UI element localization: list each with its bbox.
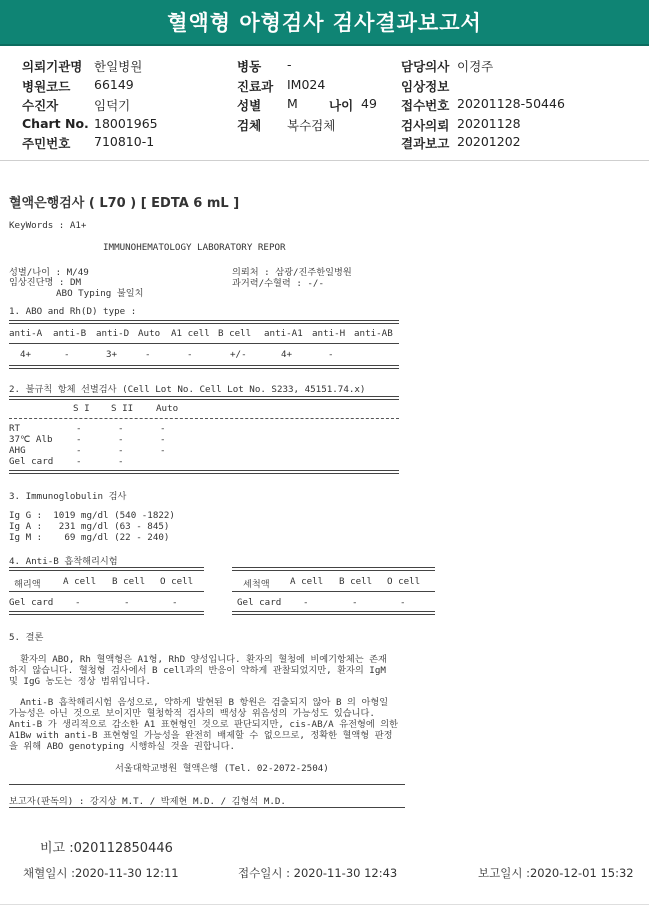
info-key: 담당의사 [401, 59, 450, 74]
s1-h-anti-ab: anti-AB [354, 328, 393, 339]
report-time: 보고일시 :2020-12-01 15:32 [478, 866, 634, 880]
keywords: KeyWords : A1+ [9, 220, 87, 231]
sex-age: 성별/나이 : M/49 [9, 267, 89, 278]
divider [9, 611, 204, 615]
s5-line: 을 위해 ABO genotyping 시행하실 것을 권합니다. [9, 741, 236, 752]
report-header [0, 0, 649, 46]
divider [9, 343, 399, 344]
lab-contact: 서울대학교병원 혈액은행 (Tel. 02-2072-2504) [115, 763, 329, 774]
s4-right-cell: - [303, 597, 309, 608]
info-hospital [22, 57, 143, 75]
s3-title: 3. Immunoglobulin 검사 [9, 491, 127, 502]
info-key: 의뢰기관명 [22, 59, 83, 74]
s2-h-s1: S I [73, 403, 90, 414]
info-value: IM024 [287, 77, 326, 92]
s5-line: 및 IgG 농도는 정상 범위입니다. [9, 676, 151, 687]
s5-line: Anti-B 가 생리적으로 감소한 A1 표현형인 것으로 판단되지만, cis-AB/A 유전형에 의한 [9, 719, 398, 730]
info-sex [237, 96, 377, 114]
divider [232, 567, 435, 571]
s4-left-cell: - [172, 597, 178, 608]
s1-h-anti-d: anti-D [96, 328, 130, 339]
s2-row-label: Gel card [9, 456, 54, 467]
s3-line: Ig G : 1019 mg/dl (540 -1822) [9, 510, 175, 521]
s4-left-header: 해리액 [14, 579, 41, 590]
info-key: 성별 [237, 98, 262, 113]
s1-title: 1. ABO and Rh(D) type : [9, 306, 137, 317]
s2-h-s2: S II [111, 403, 134, 414]
info-value: 임덕기 [94, 98, 131, 113]
info-key: 수진자 [22, 98, 59, 113]
s5-line: 하지 않습니다. 혈청형 검사에서 B cell과의 반응이 약하게 관찰되었지만, 환자의 IgM [9, 665, 386, 676]
s2-h-auto: Auto [156, 403, 179, 414]
s4-left-cell: - [75, 597, 81, 608]
diagnosis: 임상진단명 : DM [9, 277, 82, 288]
s4-right-header: O cell [387, 576, 421, 587]
s2-cell: - [118, 434, 124, 445]
info-value: 710810-1 [94, 134, 155, 149]
collect-time: 채혈일시 :2020-11-30 12:11 [23, 866, 179, 880]
divider [9, 365, 399, 369]
info-key: 접수번호 [401, 98, 450, 113]
section-title: 혈액은행검사 ( L70 ) [ EDTA 6 mL ] [9, 196, 240, 211]
info-report [401, 134, 521, 152]
s4-right-cell: Gel card [237, 597, 282, 608]
history: 과거력/수혈력 : -/- [232, 278, 324, 289]
s4-left-cell: - [124, 597, 130, 608]
info-chart [22, 116, 158, 131]
info-patient [22, 96, 131, 114]
s4-right-header: A cell [290, 576, 324, 587]
info-key: 임상정보 [401, 79, 450, 94]
s1-v-a1cell: - [187, 349, 193, 360]
divider [9, 784, 405, 785]
divider [232, 611, 435, 615]
info-value: 66149 [94, 77, 134, 92]
s4-left-cell: Gel card [9, 597, 54, 608]
info-key: 주민번호 [22, 136, 71, 151]
info-key: 진료과 [237, 79, 274, 94]
s2-row-label: RT [9, 423, 21, 434]
s4-left-header: B cell [112, 576, 146, 587]
s4-right-cell: - [400, 597, 406, 608]
info-value: 18001965 [94, 116, 158, 131]
lab-title: IMMUNOHEMATOLOGY LABORATORY REPOR [103, 242, 286, 253]
info-key: 검체 [237, 118, 262, 133]
bottom-divider [0, 904, 649, 905]
s1-h-a1cell: A1 cell [171, 328, 210, 339]
s2-cell: - [160, 445, 166, 456]
s2-row-label: AHG [9, 445, 26, 456]
s1-h-anti-b: anti-B [53, 328, 87, 339]
info-value: 한일병원 [94, 59, 143, 74]
info-code [22, 77, 134, 95]
s5-line: Anti-B 흡착해리시험 음성으로, 약하게 발현된 B 항원은 검출되지 않아 B 의 아형일 [9, 697, 389, 708]
s2-cell: - [118, 423, 124, 434]
s4-left-header: O cell [160, 576, 194, 587]
info-key: 결과보고 [401, 136, 450, 151]
s1-v-auto: - [145, 349, 151, 360]
info-key: 검사의뢰 [401, 118, 450, 133]
s2-cell: - [76, 423, 82, 434]
s1-h-bcell: B cell [218, 328, 252, 339]
s1-v-anti-a1: 4+ [281, 349, 293, 360]
info-value: 복수검체 [287, 118, 336, 133]
s4-right-header: 세척액 [243, 579, 270, 590]
s2-title: 2. 불규칙 항체 선별검사 (Cell Lot No. Cell Lot No. S233, 45151.74.x) [9, 384, 366, 395]
info-value: 20201128 [457, 116, 521, 131]
s2-row-label: 37℃ Alb [9, 434, 53, 445]
s5-title: 5. 결론 [9, 632, 44, 643]
s2-cell: - [160, 434, 166, 445]
info-value: - [287, 57, 292, 72]
info-receipt [401, 96, 565, 114]
s2-cell: - [76, 456, 82, 467]
reporter: 보고자(판독의) : 강지상 M.T. / 박제현 M.D. / 김형석 M.D. [9, 796, 286, 807]
s1-v-anti-d: 3+ [106, 349, 118, 360]
s1-h-anti-h: anti-H [312, 328, 346, 339]
info-doctor [401, 57, 494, 75]
divider [9, 591, 204, 592]
divider [9, 418, 399, 419]
info-value: 20201202 [457, 134, 521, 149]
s4-left-header: A cell [63, 576, 97, 587]
s2-cell: - [76, 434, 82, 445]
s1-v-bcell: +/- [230, 349, 247, 360]
s3-line: Ig M : 69 mg/dl (22 - 240) [9, 532, 170, 543]
s1-h-anti-a: anti-A [9, 328, 43, 339]
divider [9, 396, 399, 400]
s4-title: 4. Anti-B 흡착해리시험 [9, 556, 118, 567]
info-request [401, 116, 521, 134]
info-key: 나이 [329, 98, 354, 113]
info-ward [237, 57, 292, 75]
s1-v-anti-a: 4+ [20, 349, 32, 360]
s5-line: 가능성은 아닌 것으로 보이지만 혈청학적 검사의 백성상 위음성의 가능성도 있습니다. [9, 708, 375, 719]
s4-right-header: B cell [339, 576, 373, 587]
s2-cell: - [118, 456, 124, 467]
divider [232, 591, 435, 592]
info-clinical [401, 77, 449, 95]
info-ssn [22, 134, 155, 152]
info-dept [237, 77, 326, 95]
divider [9, 567, 204, 571]
s1-v-anti-h: - [328, 349, 334, 360]
s1-h-auto: Auto [138, 328, 161, 339]
info-key: 병원코드 [22, 79, 71, 94]
s1-v-anti-b: - [64, 349, 70, 360]
info-value: 49 [361, 96, 377, 111]
s5-line: 환자의 ABO, Rh 혈액형은 A1형, RhD 양성입니다. 환자의 혈청에 비예기항체는 존재 [9, 654, 387, 665]
s4-right-cell: - [352, 597, 358, 608]
s2-cell: - [118, 445, 124, 456]
s2-cell: - [160, 423, 166, 434]
s1-h-anti-a1: anti-A1 [264, 328, 303, 339]
info-divider [0, 160, 649, 161]
abo-note: ABO Typing 불일치 [56, 288, 144, 299]
info-test [237, 116, 336, 134]
info-value: M [287, 96, 298, 111]
s3-line: Ig A : 231 mg/dl (63 - 845) [9, 521, 170, 532]
s2-cell: - [76, 445, 82, 456]
remark: 비고 :020112850446 [40, 841, 173, 856]
info-key: 병동 [237, 59, 262, 74]
divider [9, 470, 399, 474]
s5-line: A1Bw with anti-B 표현형일 가능성을 완전히 배제할 수 없으므로, 정확한 혈액형 판정 [9, 730, 393, 741]
referrer: 의뢰처 : 삼광/진주한일병원 [232, 267, 352, 278]
divider [9, 320, 399, 324]
info-value: 20201128-50446 [457, 96, 565, 111]
report-title: 혈액형 아형검사 검사결과보고서 [167, 11, 482, 35]
info-key: Chart No. [22, 116, 89, 131]
divider [9, 807, 405, 808]
receipt-time: 접수일시 : 2020-11-30 12:43 [238, 866, 398, 880]
info-value: 이경주 [457, 59, 494, 74]
